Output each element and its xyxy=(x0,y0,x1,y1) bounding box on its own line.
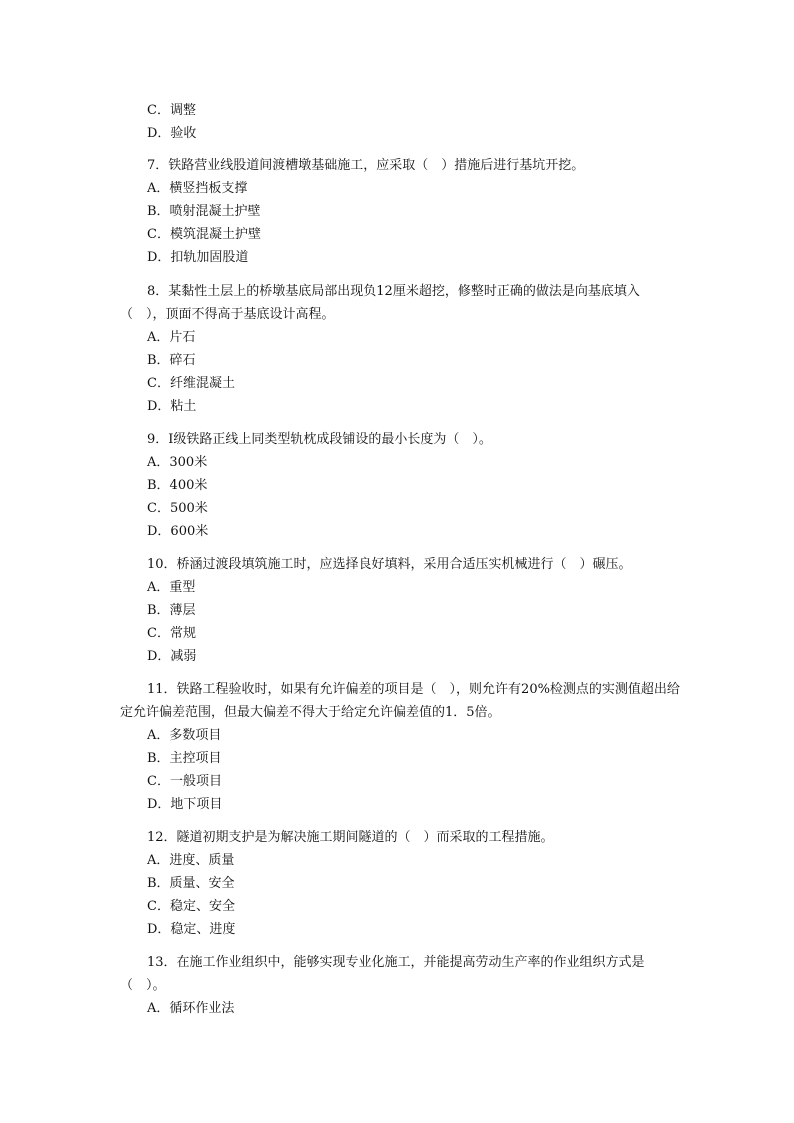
option-c: C．500米 xyxy=(147,501,208,516)
option-a: A．进度、质量 xyxy=(147,853,235,868)
option-a: A．横竖挡板支撑 xyxy=(147,181,248,196)
question-9 xyxy=(120,428,680,543)
option-d: D．粘土 xyxy=(147,399,197,414)
question-8 xyxy=(120,280,680,418)
option-b: B．400米 xyxy=(147,478,208,493)
question-11 xyxy=(120,678,680,816)
question-10 xyxy=(120,553,680,668)
option-b: B．质量、安全 xyxy=(147,876,235,891)
question-stem: 13．在施工作业组织中，能够实现专业化施工，并能提高劳动生产率的作业组织方式是（ ）。 xyxy=(120,955,645,993)
question-6-tail xyxy=(120,99,680,145)
option-a: A．多数项目 xyxy=(147,728,222,743)
option-d: D．减弱 xyxy=(147,649,197,664)
option-b: B．薄层 xyxy=(147,603,196,618)
option-a: A．重型 xyxy=(147,580,196,595)
question-12 xyxy=(120,826,680,941)
question-stem: 10．桥涵过渡段填筑施工时，应选择良好填料，采用合适压实机械进行（ ）碾压。 xyxy=(147,557,632,572)
question-7 xyxy=(120,154,680,269)
option-c: C．纤维混凝土 xyxy=(147,376,235,391)
option-a: A．片石 xyxy=(147,330,196,345)
option-b: B．碎石 xyxy=(147,353,196,368)
question-stem: 11．铁路工程验收时，如果有允许偏差的项目是（ ），则允许有20%检测点的实测值超出给定允许偏差范围，但最大偏差不得大于给定允许偏差值的1．5倍。 xyxy=(120,682,680,720)
question-stem: 8．某黏性土层上的桥墩基底局部出现负12厘米超挖，修整时正确的做法是向基底填入（ ），顶面不得高于基底设计高程。 xyxy=(120,284,640,322)
question-stem: 9．Ⅰ级铁路正线上同类型轨枕成段铺设的最小长度为（ ）。 xyxy=(147,432,492,447)
question-stem: 7．铁路营业线股道间渡槽墩基础施工，应采取（ ）措施后进行基坑开挖。 xyxy=(147,158,585,173)
option-d: D．扣轨加固股道 xyxy=(147,250,249,265)
option-d: D．地下项目 xyxy=(147,797,223,812)
question-13 xyxy=(120,951,680,1020)
option-c: C．一般项目 xyxy=(147,774,222,789)
option-c: C．常规 xyxy=(147,626,196,641)
option-d: D．600米 xyxy=(147,524,209,539)
option-d: D．验收 xyxy=(147,126,197,141)
option-b: B．喷射混凝土护壁 xyxy=(147,204,261,219)
option-d: D．稳定、进度 xyxy=(147,922,236,937)
option-c: C．调整 xyxy=(147,103,196,118)
option-c: C．模筑混凝土护壁 xyxy=(147,227,261,242)
question-stem: 12．隧道初期支护是为解决施工期间隧道的（ ）而采取的工程措施。 xyxy=(147,830,554,845)
option-b: B．主控项目 xyxy=(147,751,222,766)
option-c: C．稳定、安全 xyxy=(147,899,235,914)
option-a: A．循环作业法 xyxy=(147,1001,235,1016)
option-a: A．300米 xyxy=(147,455,208,470)
